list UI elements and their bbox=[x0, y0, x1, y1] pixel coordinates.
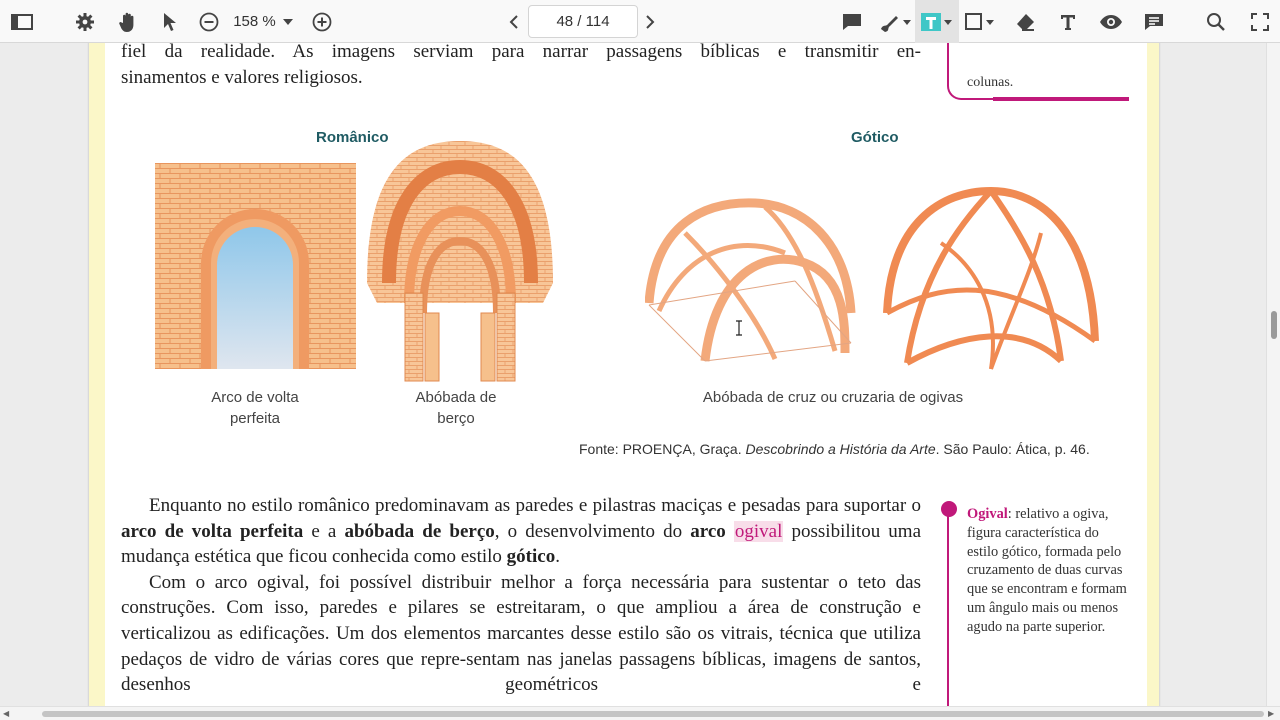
dropdown-icon bbox=[281, 17, 295, 27]
fullscreen-button[interactable] bbox=[1248, 9, 1272, 34]
sidebar-note-top bbox=[947, 43, 1129, 100]
toolbar bbox=[0, 0, 1280, 43]
note-icon bbox=[1143, 12, 1165, 32]
comment-tool-button[interactable] bbox=[838, 9, 866, 34]
hand-icon bbox=[117, 11, 139, 33]
gear-icon bbox=[75, 12, 95, 32]
page-margin-band-right bbox=[1147, 43, 1159, 706]
next-page-button[interactable] bbox=[640, 9, 660, 34]
caption-arco-line-2: perfeita bbox=[229, 410, 281, 427]
zoom-out-button[interactable] bbox=[197, 9, 221, 34]
horizontal-scrollbar[interactable] bbox=[0, 706, 1280, 720]
main-text bbox=[121, 493, 921, 698]
chevron-right-icon bbox=[645, 15, 655, 29]
eraser-icon bbox=[1014, 12, 1036, 32]
figure-source bbox=[579, 441, 1090, 457]
glossary-definition: : relativo a ogiva, figura característica do estilo gótico, formada pelo cruzamento de duas curvas que se encontram e formam um ângulo mais ou menos agudo na parte superior. bbox=[967, 506, 1127, 635]
eraser-tool-button[interactable] bbox=[1012, 9, 1038, 34]
caption-berco-line-1: Abóbada de bbox=[415, 389, 497, 406]
caption-arco-line-1: Arco de volta bbox=[211, 389, 299, 406]
previous-page-button[interactable] bbox=[504, 9, 524, 34]
term-arco: arco bbox=[690, 520, 726, 542]
abobada-berco-illustration bbox=[365, 133, 555, 383]
zoom-out-icon bbox=[199, 12, 219, 32]
para1-text-4: possibilitou uma mudança estética que ficou conhecida como estilo bbox=[121, 520, 922, 568]
settings-button[interactable] bbox=[72, 9, 98, 34]
paragraph-2: Com o arco ogival, foi possível distribuir melhor a força necessária para sustentar o teto das construções. Com isso, paredes e pilares se estreitaram, o que ampliou a área de construção e verticalizou as edificações. Um dos elementos marcantes desse estilo são os vitrais, técnica que utiliza pedaços de vidro de várias cores que repre-sentam nas janelas passagens bíblicas, imagens de santos, desenhos geométricos e bbox=[121, 571, 921, 696]
search-icon bbox=[1206, 12, 1226, 32]
glossary-box-ogival bbox=[947, 505, 1129, 706]
eye-icon bbox=[1099, 14, 1123, 30]
romanico-title: Românico bbox=[316, 129, 389, 146]
chevron-left-icon bbox=[509, 15, 519, 29]
caption-abobada-berco bbox=[391, 387, 521, 429]
zoom-in-button[interactable] bbox=[310, 9, 334, 34]
paragraph-1 bbox=[121, 493, 921, 570]
text-cursor-icon bbox=[735, 320, 743, 336]
shape-tool-button[interactable] bbox=[962, 9, 1000, 34]
horizontal-scroll-thumb[interactable] bbox=[42, 711, 1264, 717]
abobada-cruz-illustration-2 bbox=[881, 183, 1099, 373]
para1-text-2: e a bbox=[303, 520, 345, 542]
page-margin-band-left bbox=[89, 43, 105, 706]
notes-button[interactable] bbox=[1140, 9, 1168, 34]
zoom-select[interactable] bbox=[232, 9, 296, 34]
page-number-input[interactable]: 48 / 114 bbox=[528, 5, 638, 38]
pen-tool-button[interactable] bbox=[876, 9, 914, 34]
caption-arco-volta-perfeita bbox=[185, 387, 325, 429]
term-abobada-berco: abóbada de berço bbox=[344, 520, 495, 542]
sidebar-toggle-button[interactable] bbox=[8, 9, 36, 34]
para1-text-5: . bbox=[555, 546, 560, 568]
caption-berco-line-2: berço bbox=[437, 410, 475, 427]
vertical-scroll-thumb[interactable] bbox=[1271, 311, 1277, 339]
text-tool-button[interactable] bbox=[1056, 9, 1080, 34]
abobada-cruz-illustration-1 bbox=[645, 193, 857, 363]
intro-line-2: sinamentos e valores religiosos. bbox=[121, 66, 363, 88]
comment-icon bbox=[841, 12, 863, 32]
sidebar-note-top-text: colunas. bbox=[967, 75, 1014, 90]
glossary-link-ogival[interactable]: ogival bbox=[734, 520, 783, 542]
para1-text-3: , o desenvolvimento do bbox=[494, 520, 691, 542]
glossary-text bbox=[967, 505, 1127, 637]
zoom-in-icon bbox=[312, 12, 332, 32]
text-icon bbox=[1059, 13, 1077, 31]
pen-icon bbox=[878, 12, 912, 32]
search-button[interactable] bbox=[1204, 9, 1228, 34]
document-viewport[interactable] bbox=[0, 43, 1266, 706]
pdf-page bbox=[89, 43, 1159, 706]
zoom-value: 158 % bbox=[233, 13, 276, 30]
gotico-title: Gótico bbox=[851, 129, 899, 146]
glossary-bullet-icon bbox=[941, 501, 957, 517]
text-highlight-tool-button[interactable] bbox=[915, 0, 959, 43]
sidebar-note-top-bar bbox=[993, 97, 1129, 101]
source-suffix: . São Paulo: Ática, p. 46. bbox=[935, 441, 1090, 457]
shape-icon bbox=[964, 12, 998, 32]
glossary-term: Ogival bbox=[967, 506, 1008, 522]
para1-text-1: Enquanto no estilo românico predominavam as paredes e pilastras maciças e pesadas para suportar o bbox=[149, 495, 921, 516]
intro-line-1: fiel da realidade. As imagens serviam para narrar passagens bíblicas e transmitir en- bbox=[121, 43, 921, 62]
vertical-scrollbar[interactable] bbox=[1266, 43, 1280, 706]
arco-volta-perfeita-illustration bbox=[155, 163, 356, 369]
select-tool-button[interactable] bbox=[158, 9, 182, 34]
view-toggle-button[interactable] bbox=[1097, 9, 1125, 34]
term-arco-volta-perfeita: arco de volta perfeita bbox=[121, 520, 304, 542]
scroll-left-arrow-icon[interactable]: ◀ bbox=[3, 709, 10, 718]
term-gotico: gótico bbox=[506, 546, 556, 568]
text-highlight-icon bbox=[920, 12, 954, 32]
hand-tool-button[interactable] bbox=[114, 9, 142, 34]
scroll-right-arrow-icon[interactable]: ▶ bbox=[1268, 709, 1275, 718]
sidebar-icon bbox=[11, 13, 33, 31]
pointer-icon bbox=[162, 12, 178, 32]
intro-paragraph bbox=[121, 43, 921, 90]
fullscreen-icon bbox=[1251, 13, 1269, 31]
caption-abobada-cruz: Abóbada de cruz ou cruzaria de ogivas bbox=[702, 389, 964, 406]
source-prefix: Fonte: PROENÇA, Graça. bbox=[579, 441, 746, 457]
source-title: Descobrindo a História da Arte bbox=[745, 441, 936, 457]
